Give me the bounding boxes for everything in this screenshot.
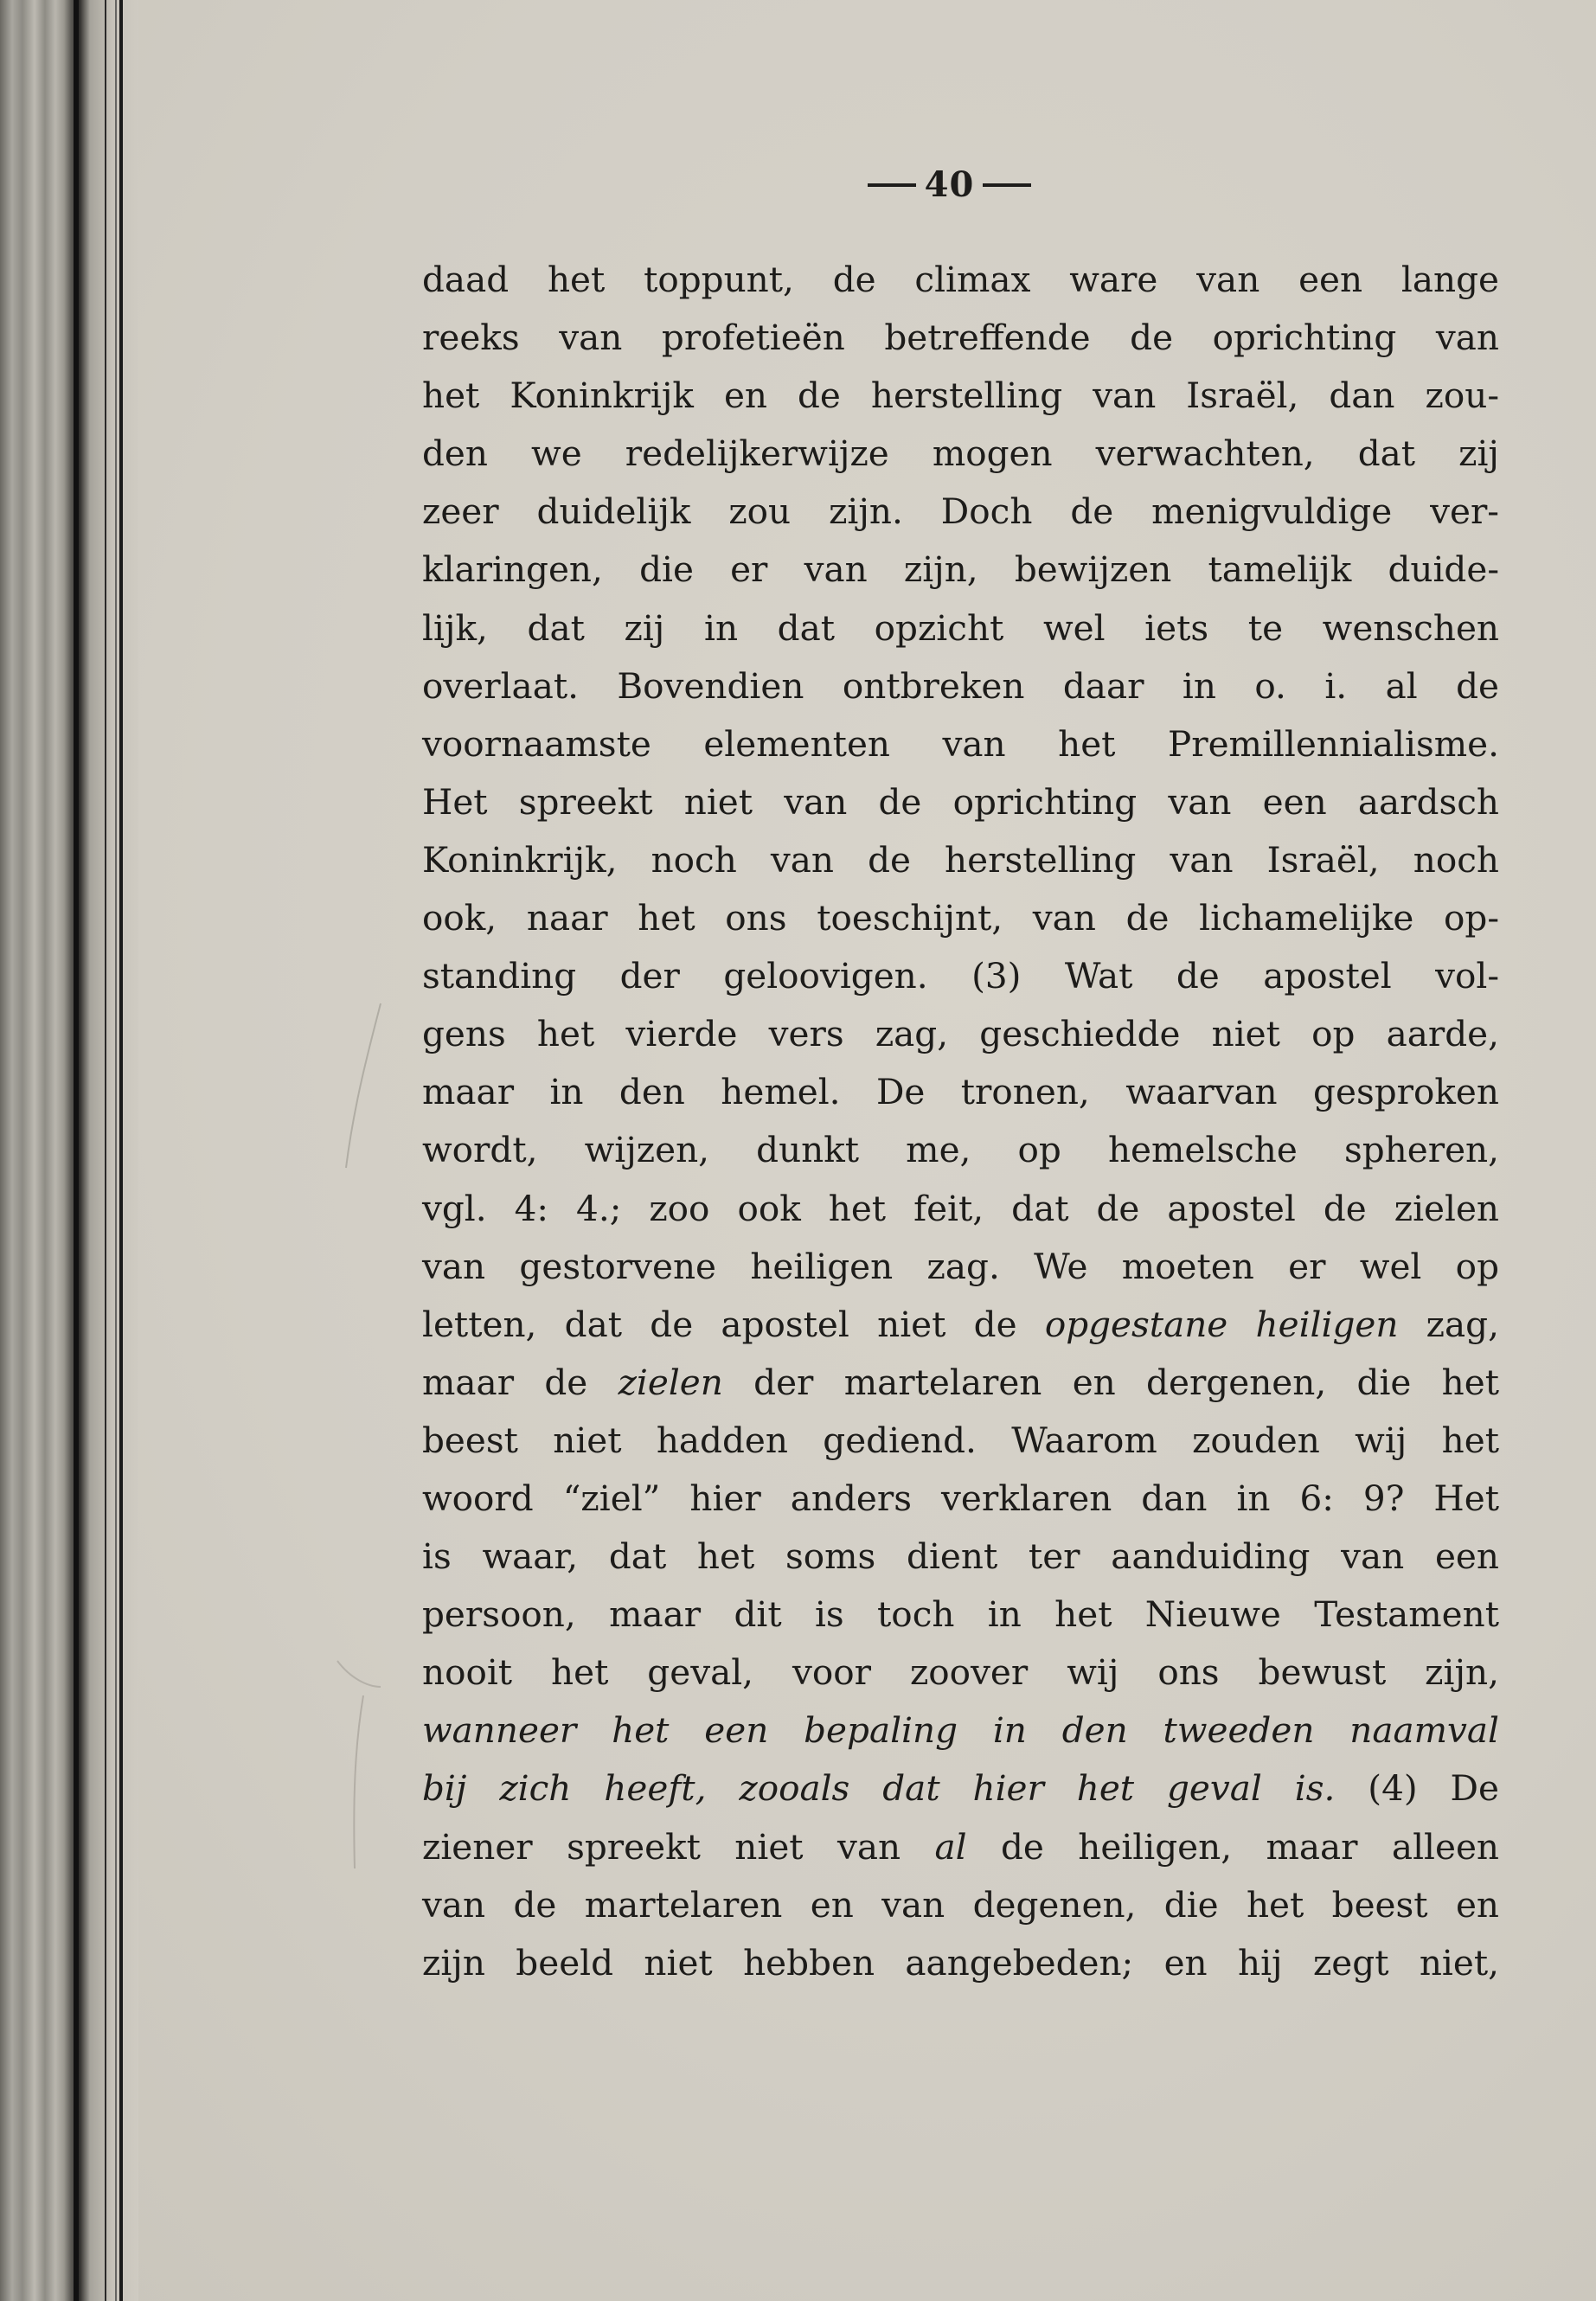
text-segment: persoon, maar dit is toch in het Nieuwe Testament [422,1593,1499,1636]
text-line [422,1759,1499,1817]
text-line [422,599,1499,657]
text-segment: Het spreekt niet van de oprichting van een aardsch [422,780,1499,823]
text-segment: wordt, wijzen, dunkt me, op hemelsche spheren, [422,1129,1499,1171]
text-segment: voornaamste elementen van het Premillennialisme. [422,722,1499,765]
text-line [422,715,1499,773]
text-segment: zeer duidelijk zou zijn. Doch de menigvuldige ver- [422,490,1499,533]
italic-phrase: wanneer het een bepaling in den tweeden naamval [422,1709,1499,1752]
text-segment: ook, naar het ons toeschijnt, van de lichamelijke op- [422,897,1499,939]
text-segment: nooit het geval, voor zoover wij ons bewust zijn, [422,1651,1499,1694]
text-line [422,1876,1499,1934]
text-line [422,1586,1499,1644]
text-segment: Koninkrijk, noch van de herstelling van Israël, noch [422,838,1499,881]
text-segment: is waar, dat het soms dient ter aanduiding van een [422,1535,1499,1578]
text-segment: (4) De [1335,1767,1499,1810]
text-segment: den we redelijkerwijze mogen verwachten, dat zij [422,433,1499,475]
text-line [422,773,1499,831]
text-segment: het Koninkrijk en de herstelling van Israël, dan zou- [422,375,1499,417]
text-segment: reeks van profetieën betreffende de oprichting van [422,317,1499,359]
text-line [422,425,1499,483]
text-segment: klaringen, die er van zijn, bewijzen tamelijk duide- [422,548,1499,591]
text-segment: lijk, dat zij in dat opzicht wel iets te wenschen [422,606,1499,649]
page-number-dash-right [983,183,1031,187]
italic-phrase: opgestane heiligen [1044,1303,1399,1345]
text-segment: zag, [1398,1303,1499,1345]
text-segment: daad het toppunt, de climax ware van een lange [422,259,1499,300]
text-line [422,367,1499,425]
page-number [0,164,1596,205]
text-segment: gens het vierde vers zag, geschiedde niet op aarde, [422,1013,1499,1055]
italic-phrase: bij zich heeft, zooals dat hier het geval is. [422,1767,1336,1810]
text-line [422,1412,1499,1470]
text-line [422,483,1499,541]
text-line [422,1121,1499,1179]
text-segment: letten, dat de apostel niet de [422,1303,1045,1345]
text-line [422,1528,1499,1586]
text-line [422,1818,1499,1876]
text-line [422,1180,1499,1238]
text-line [422,947,1499,1005]
text-segment: van gestorvene heiligen zag. We moeten er wel op [422,1245,1499,1287]
page-number-dash-left [868,183,916,187]
text-segment: vgl. 4: 4.; zoo ook het feit, dat de apostel de zielen [422,1187,1499,1229]
text-line [422,831,1499,889]
text-segment: woord “ziel” hier anders verklaren dan in 6: 9? Het [422,1477,1499,1519]
text-segment: beest niet hadden gediend. Waarom zouden wij het [422,1419,1499,1461]
text-segment: van de martelaren en van degenen, die het beest en [422,1883,1499,1926]
text-segment: standing der geloovigen. (3) Wat de apostel vol- [422,955,1499,997]
text-segment: ziener spreekt niet van [422,1825,935,1868]
page-number-value: 40 [924,164,975,205]
text-segment: zijn beeld niet hebben aangebeden; en hij zegt niet, [422,1941,1499,1984]
page-edges-decoration [0,0,138,2301]
text-line [422,1238,1499,1296]
text-line [422,1470,1499,1528]
text-line [422,1296,1499,1354]
text-line [422,1354,1499,1412]
text-line [422,1005,1499,1063]
text-line [422,657,1499,715]
text-line [422,889,1499,947]
text-line [422,251,1499,309]
text-segment: der martelaren en dergenen, die het [722,1361,1499,1403]
text-line [422,1934,1499,1992]
italic-phrase: al [934,1825,967,1868]
text-line [422,1063,1499,1121]
text-line [422,1644,1499,1702]
text-segment: maar de [422,1361,619,1403]
text-line [422,1702,1499,1759]
body-text [422,251,1499,1992]
text-segment: de heiligen, maar alleen [966,1825,1499,1868]
text-line [422,541,1499,599]
text-segment: maar in den hemel. De tronen, waarvan gesproken [422,1071,1499,1113]
italic-phrase: zielen [618,1361,723,1403]
text-line [422,309,1499,367]
text-segment: overlaat. Bovendien ontbreken daar in o. i. al de [422,664,1499,707]
